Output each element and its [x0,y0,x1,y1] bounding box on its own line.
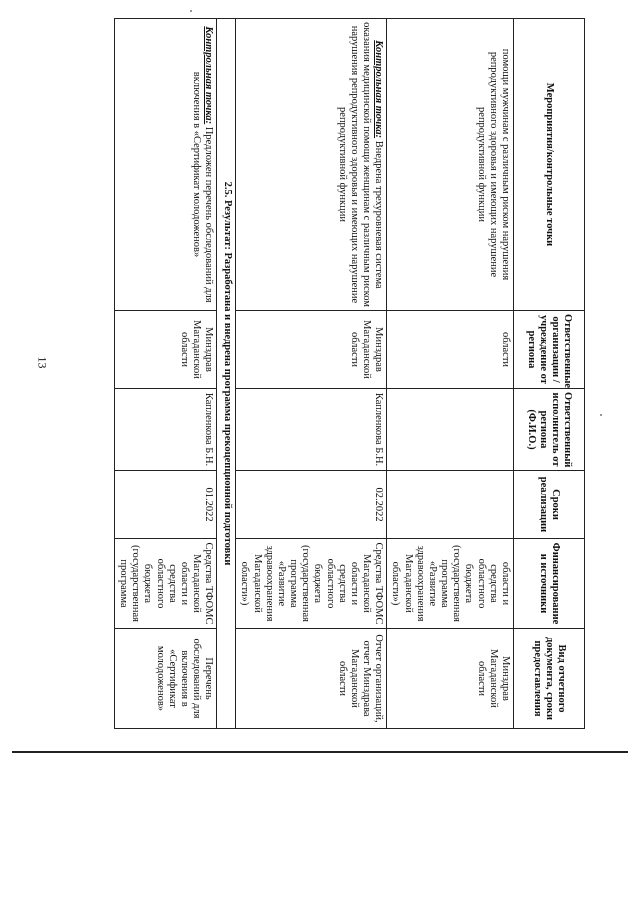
header-activity: Мероприятия/контрольные точки [514,19,585,311]
cell-financing: Средства ТФОМС Магаданской области и средства областного бюджета (государственная программа «Развитие здравоохранения Магаданской области») [236,539,387,629]
header-executor: Ответственный исполнитель от региона (Ф.И.О.) [514,389,585,471]
cell-org: Минздрав Магаданской области [114,311,216,389]
table-row [114,19,216,729]
page-number: 13 [35,356,50,369]
cell-term: 02.2022 [236,471,387,539]
cell-term [387,471,514,539]
page-divider-line [12,751,628,753]
cell-activity: Контрольная точка: Предложен перечень обследований для включения в «Сертификат молодоженов» [114,19,216,311]
table-header-row [514,19,585,729]
cell-report: Минздрав Магаданской области [387,629,514,729]
cell-report: Перечень обследований для включения в «Сертификат молодоженов» [114,629,216,729]
control-point-label: Контрольная точка: [373,40,385,139]
header-financing: Финансирование и источники [514,539,585,629]
rotated-page-content [60,18,585,728]
header-org: Ответственные организации / учреждение от региона [514,311,585,389]
cell-executor: Капленкова Б.Н. [114,389,216,471]
section-title: 2.5. Результат: Разработана и внедрена программа прекоцепционной подготовки [217,19,236,729]
header-term: Сроки реализации [514,471,585,539]
cell-activity: помощи мужчинам с различным риском нарушения репродуктивного здоровья и имеющих нарушение репродуктивной функции [387,19,514,311]
cell-financing: области и средства областного бюджета (государственная программа «Развитие здравоохранения Магаданской области») [387,539,514,629]
cell-executor [387,389,514,471]
cell-activity: Контрольная точка: Внедрена трехуровневая система оказания медицинской помощи женщинам с различным риском нарушения репродуктивного здоровья и имеющих нарушение репродуктивной функции [236,19,387,311]
scan-speck [190,10,192,12]
plan-table [114,18,585,729]
scan-speck [600,414,602,416]
cell-org: области [387,311,514,389]
control-point-label: Контрольная точка: [203,26,215,125]
section-row [217,19,236,729]
header-report: Вид отчетного документа, сроки предоставления [514,629,585,729]
table-row [387,19,514,729]
cell-executor: Капленкова Б.Н. [236,389,387,471]
cell-report: Отчет организаций, отчет Минздрава Магаданской области [236,629,387,729]
table-row [236,19,387,729]
cell-financing: Средства ТФОМС Магаданской области и средства областного бюджета (государственная программа [114,539,216,629]
cell-term: 01.2022 [114,471,216,539]
cell-org: Минздрав Магаданской области [236,311,387,389]
